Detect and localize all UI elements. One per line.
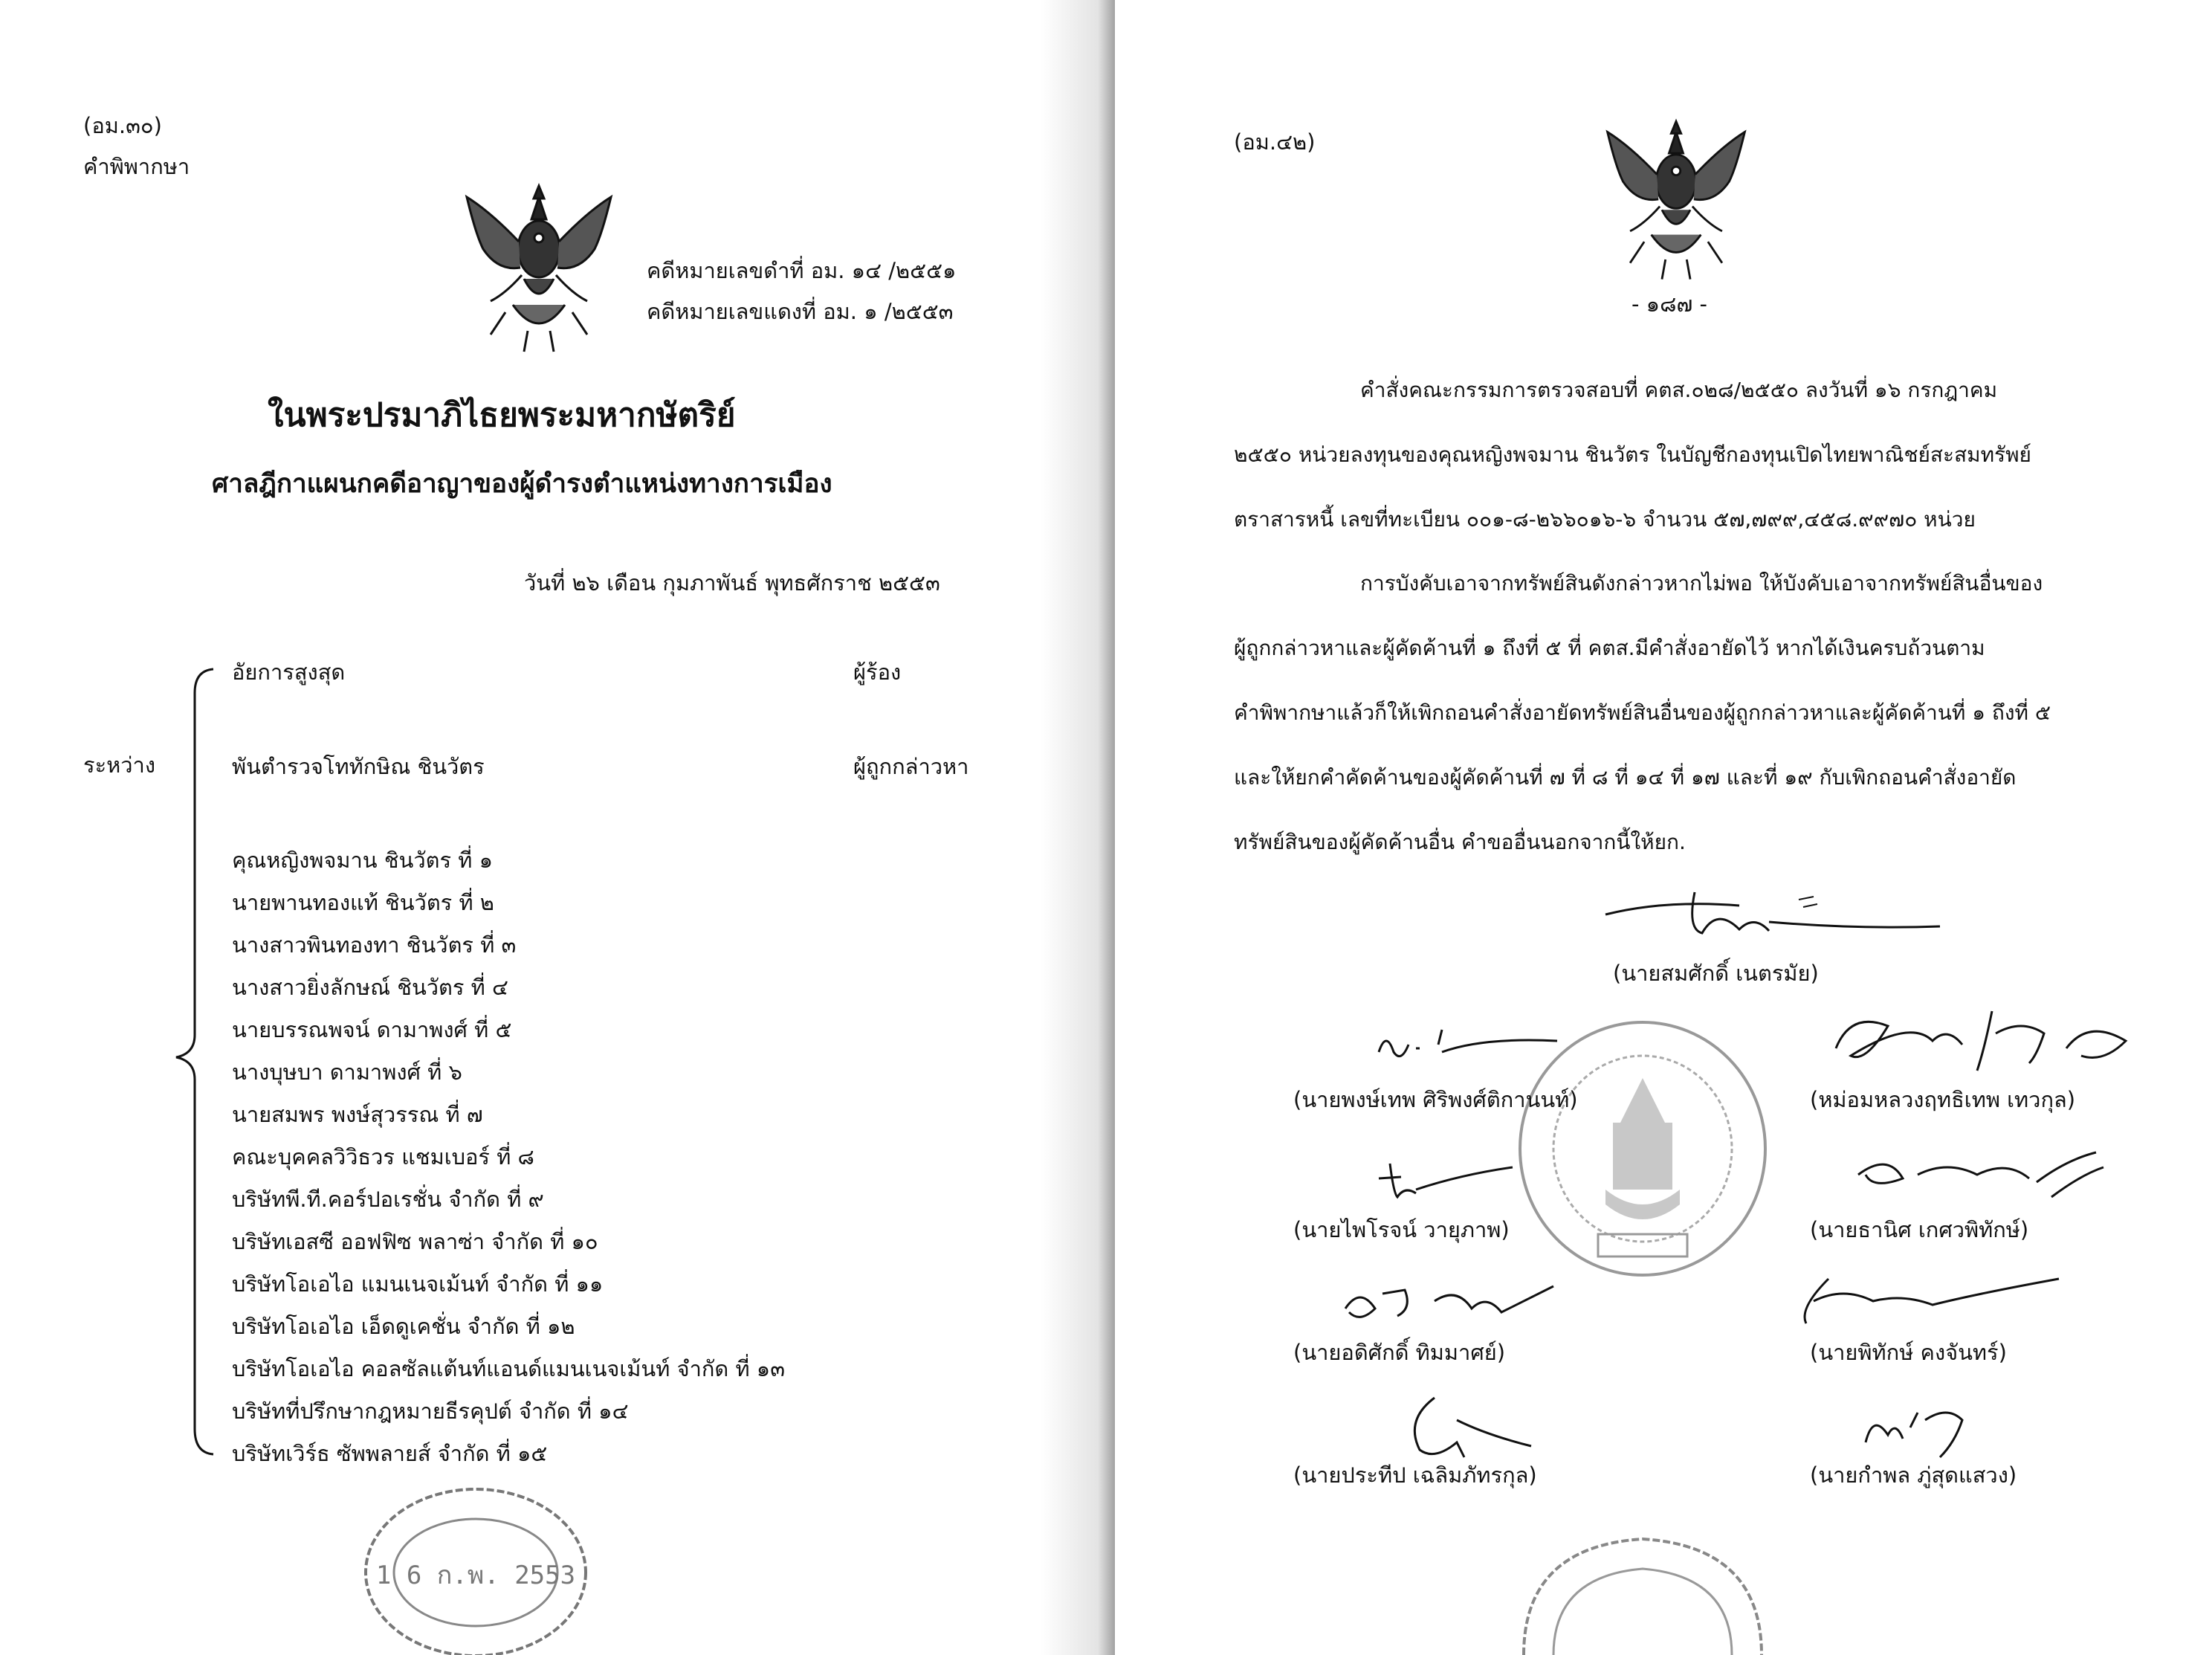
- judge-name: (นายไพโรจน์ วายุภาพ): [1293, 1217, 1510, 1242]
- judgment-date: วันที่ ๒๖ เดือน กุมภาพันธ์ พุทธศักราช ๒๕๕๓: [524, 570, 940, 596]
- objector-item: นางบุษบา ดามาพงศ์ ที่ ๖: [232, 1059, 462, 1085]
- objector-item: นางสาวยิ่งลักษณ์ ชินวัตร ที่ ๔: [232, 975, 508, 1000]
- judge-name: (นายประทีป เฉลิมภัทรกุล): [1293, 1462, 1537, 1488]
- judgment-text-line: คำพิพากษาแล้วก็ให้เพิกถอนคำสั่งอายัดทรัพย์สินอื่นของผู้ถูกกล่าวหาและผู้คัดค้านที่ ๑ ถึงที่ ๕: [1234, 700, 2051, 725]
- court-received-stamp: [360, 1483, 591, 1655]
- red-case-number: คดีหมายเลขแดงที่ อม. ๑ /๒๕๕๓: [647, 299, 954, 324]
- judgment-text-line: ผู้ถูกกล่าวหาและผู้คัดค้านที่ ๑ ถึงที่ ๕ ที่ คตส.มีคำสั่งอายัดไว้ หากได้เงินครบถ้วนตาม: [1234, 636, 1985, 660]
- objector-item: บริษัทโอเอไอ เอ็ดดูเคชั่น จำกัด ที่ ๑๒: [232, 1314, 575, 1339]
- objector-item: บริษัทพี.ที.คอร์ปอเรชั่น จำกัด ที่ ๙: [232, 1187, 544, 1212]
- defendant-name: พันตำรวจโททักษิณ ชินวัตร: [232, 754, 485, 779]
- black-case-number: คดีหมายเลขดำที่ อม. ๑๔ /๒๕๕๑: [647, 258, 957, 283]
- court-received-stamp: [1516, 1532, 1769, 1655]
- right-page: [1115, 0, 2212, 1655]
- judge-name: (นายพิทักษ์ คงจันทร์): [1810, 1340, 2007, 1365]
- garuda-emblem-icon: [1602, 117, 1750, 281]
- plaintiff-role: ผู้ร้อง: [853, 659, 902, 685]
- handwritten-signature: [1821, 1004, 2133, 1078]
- judge-name: (นายกำพล ภู่สุดแสวง): [1810, 1462, 2017, 1488]
- stamp-date: 1 6 ก.พ. 2553: [375, 1561, 576, 1590]
- objector-item: บริษัทโอเอไอ แมนเนจเม้นท์ จำกัด ที่ ๑๑: [232, 1271, 604, 1297]
- judge-name: (หม่อมหลวงฤทธิเทพ เทวกุล): [1810, 1087, 2076, 1112]
- judgment-text-line: ตราสารหนี้ เลขที่ทะเบียน ๐๐๑-๘-๒๖๖๐๑๖-๖ จำนวน ๕๗,๗๙๙,๔๕๘.๙๙๗๐ หน่วย: [1234, 507, 1976, 532]
- court-name: ศาลฎีกาแผนกคดีอาญาของผู้ดำรงตำแหน่งทางการเมือง: [212, 469, 832, 499]
- objector-item: บริษัทเอสซี ออฟฟิซ พลาซ่า จำกัด ที่ ๑๐: [232, 1229, 598, 1254]
- page-gutter-shadow: [1041, 0, 1115, 1655]
- objector-item: คุณหญิงพจมาน ชินวัตร ที่ ๑: [232, 848, 494, 873]
- document-title: ในพระปรมาภิไธยพระมหากษัตริย์: [268, 396, 736, 434]
- form-code: (อม.๔๒): [1234, 129, 1316, 155]
- judge-name: (นายธานิศ เกศวพิทักษ์): [1810, 1217, 2029, 1242]
- document-type: คำพิพากษา: [83, 154, 190, 179]
- objector-item: บริษัทเวิร์ธ ซัพพลายส์ จำกัด ที่ ๑๕: [232, 1441, 548, 1466]
- judgment-text-line: ทรัพย์สินของผู้คัดค้านอื่น คำขออื่นนอกจากนี้ให้ยก.: [1234, 830, 1686, 854]
- handwritten-signature: [1330, 1271, 1583, 1338]
- judgment-text-line: คำสั่งคณะกรรมการตรวจสอบที่ คตส.๐๒๘/๒๕๕๐ ลงวันที่ ๑๖ กรกฎาคม: [1360, 378, 1998, 402]
- objector-item: บริษัทที่ปรึกษากฎหมายธีรคุปต์ จำกัด ที่ ๑๔: [232, 1398, 629, 1424]
- objector-item: คณะบุคคลวิวิธวร แชมเบอร์ ที่ ๘: [232, 1144, 534, 1170]
- objector-item: นายสมพร พงษ์สุวรรณ ที่ ๗: [232, 1102, 483, 1127]
- objector-item: บริษัทโอเอไอ คอลซัลแต้นท์แอนด์แมนเนจเม้นท์ จำกัด ที่ ๑๓: [232, 1356, 786, 1381]
- objector-item: นางสาวพินทองทา ชินวัตร ที่ ๓: [232, 932, 517, 958]
- between-label: ระหว่าง: [83, 752, 155, 778]
- handwritten-signature: [1371, 1156, 1520, 1208]
- judge-name: (นายพงษ์เทพ ศิริพงศ์ติกานนท์): [1293, 1087, 1578, 1112]
- judge-name: (นายอดิศักดิ์ ทิมมาศย์): [1293, 1340, 1506, 1365]
- judgment-text-line: และให้ยกคำคัดค้านของผู้คัดค้านที่ ๗ ที่ ๘ ที่ ๑๔ ที่ ๑๗ และที่ ๑๙ กับเพิกถอนคำสั่งอายัด: [1234, 765, 2017, 790]
- handwritten-signature: [1843, 1145, 2111, 1204]
- handwritten-signature: [1784, 1264, 2066, 1331]
- presiding-judge-name: (นายสมศักดิ์ เนตรมัย): [1613, 961, 1819, 986]
- defendant-role: ผู้ถูกกล่าวหา: [853, 754, 969, 779]
- handwritten-signature: [1591, 877, 1947, 952]
- page-number: - ๑๘๗ -: [1631, 291, 1707, 317]
- garuda-emblem-icon: [461, 182, 617, 353]
- handwritten-signature: [1397, 1390, 1546, 1465]
- form-code: (อม.๓๐): [83, 113, 162, 138]
- parties-brace: [172, 663, 217, 1459]
- objector-item: นายบรรณพจน์ ดามาพงศ์ ที่ ๕: [232, 1017, 512, 1042]
- judgment-text-line: ๒๕๕๐ หน่วยลงทุนของคุณหญิงพจมาน ชินวัตร ในบัญชีกองทุนเปิดไทยพาณิชย์สะสมทรัพย์: [1234, 442, 2031, 467]
- objector-item: นายพานทองแท้ ชินวัตร ที่ ๒: [232, 890, 494, 915]
- handwritten-signature: [1371, 1022, 1565, 1074]
- handwritten-signature: [1851, 1398, 1985, 1465]
- plaintiff-name: อัยการสูงสุด: [232, 659, 346, 685]
- judgment-text-line: การบังคับเอาจากทรัพย์สินดังกล่าวหากไม่พอ ให้บังคับเอาจากทรัพย์สินอื่นของ: [1360, 571, 2043, 596]
